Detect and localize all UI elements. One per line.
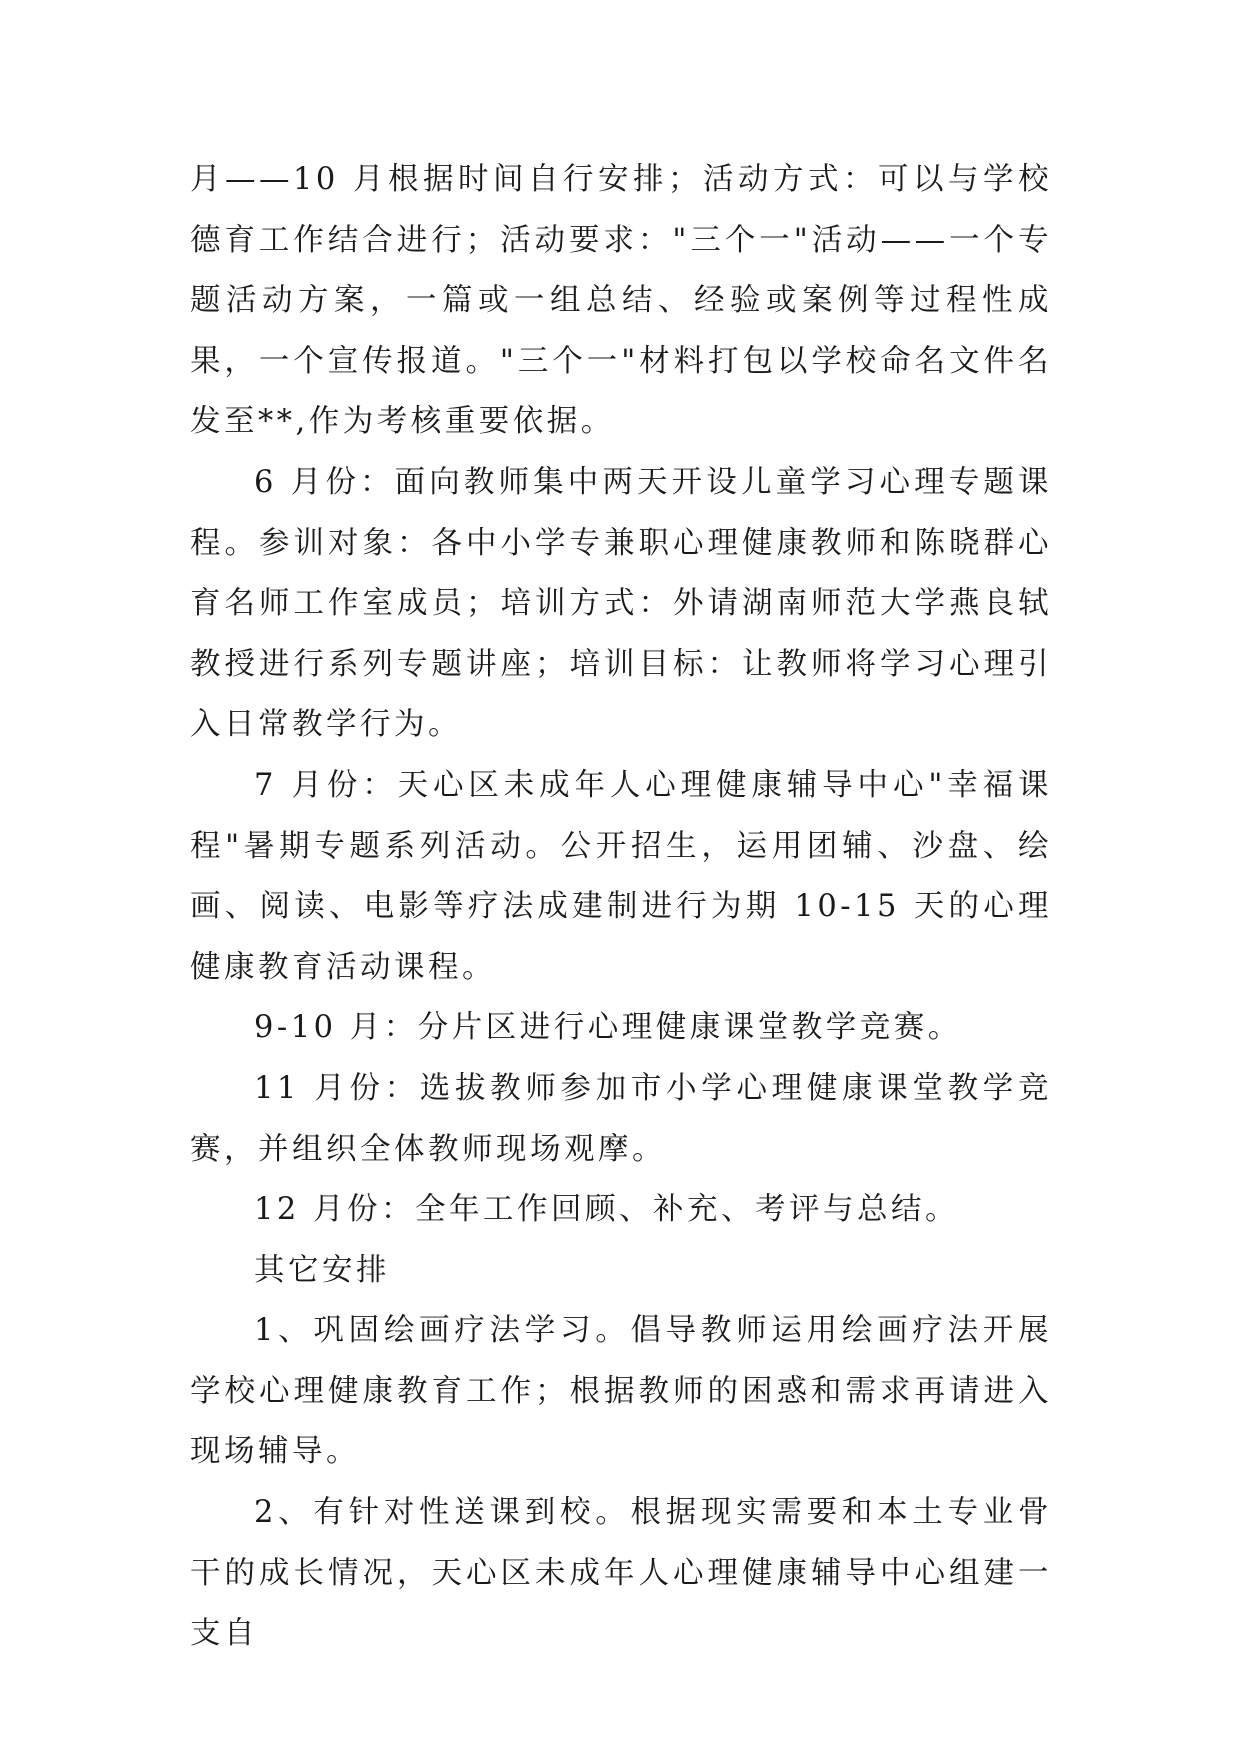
section-heading-other: 其它安排 xyxy=(254,1252,390,1288)
paragraph-july: 7 月份：天心区未成年人心理健康辅导中心"幸福课程"暑期专题系列活动。公开招生，运用团辅、沙盘、绘画、阅读、电影等疗法成建制进行为期 10-15 天的心理健康教育活动课程。 xyxy=(190,767,1052,985)
paragraph-activity-requirements: 月——10 月根据时间自行安排；活动方式：可以与学校德育工作结合进行；活动要求："三个一"活动——一个专题活动方案，一篇或一组总结、经验或案例等过程性成果，一个宣传报道。"三个一"材料打包以学校命名文件名发至**,作为考核重要依据。 xyxy=(190,162,1052,440)
paragraph-december: 12 月份：全年工作回顾、补充、考评与总结。 xyxy=(254,1192,960,1228)
document-body xyxy=(190,150,1052,1665)
paragraph-sep-oct: 9-10 月：分片区进行心理健康课堂教学竞赛。 xyxy=(254,1010,962,1046)
paragraph-item-1: 1、巩固绘画疗法学习。倡导教师运用绘画疗法开展学校心理健康教育工作；根据教师的困惑和需求再请进入现场辅导。 xyxy=(190,1313,1052,1470)
paragraph-june: 6 月份：面向教师集中两天开设儿童学习心理专题课程。参训对象：各中小学专兼职心理健康教师和陈晓群心育名师工作室成员；培训方式：外请湖南师范大学燕良轼教授进行系列专题讲座；培训目标：让教师将学习心理引入日常教学行为。 xyxy=(190,464,1052,743)
paragraph-item-2: 2、有针对性送课到校。根据现实需要和本土专业骨干的成长情况，天心区未成年人心理健康辅导中心组建一支自 xyxy=(190,1495,1052,1652)
paragraph-november: 11 月份：选拔教师参加市小学心理健康课堂教学竞赛，并组织全体教师现场观摩。 xyxy=(190,1070,1052,1167)
